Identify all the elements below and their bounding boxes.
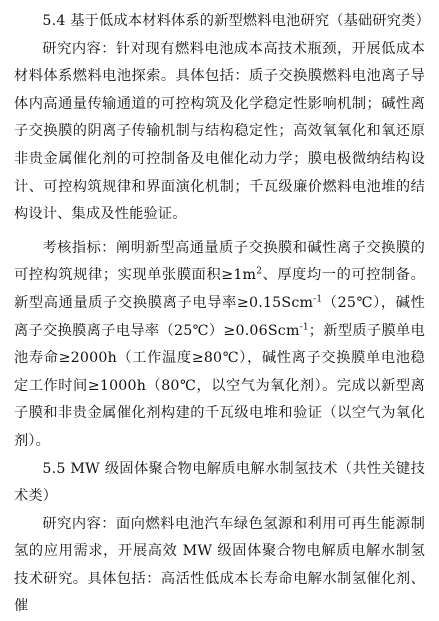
section-5-4-heading [14,8,430,36]
assessment-text-part-4: ；新型质子膜单电池寿命≥2000h（工作温度≥80℃），碱性离子交换膜单电池稳定工作时间≥1000h（80℃，以空气为氧化剂）。完成以新型离子膜和非贵金属催化剂构建的千瓦级电堆和验证（以空气为氧化剂）。 [14,322,425,449]
superscript-area-unit: 2 [256,266,263,277]
superscript-conductivity-unit-2: -1 [299,321,309,332]
assessment-label: 考核指标： [42,239,117,256]
assessment-text-part-2: 、厚度均一的可控制备。新型高通量质子交换膜离子电导率≥0.15Scm [14,267,425,311]
research-content-label: 研究内容： [42,40,117,57]
assessment-text-part-3: （25℃），碱性离子交换膜离子电导率（25℃）≥0.06Scm [14,294,425,339]
assessment-text-part-1: 阐明新型高通量质子交换膜和碱性离子交换膜的可控构筑规律；实现单张膜面积≥1m [14,239,425,284]
section-5-4-heading-text: 5.4 基于低成本材料体系的新型燃料电池研究（基础研究类） [42,13,430,29]
section-5-4-research-content [14,36,425,229]
research-content-text: 针对现有燃料电池成本高技术瓶颈，开展低成本材料体系燃料电池探索。具体包括：质子交换膜燃料电池离子导体内高通量传输通道的可控构筑及化学稳定性影响机制；碱性离子交换膜的阴离子传输机制与结构稳定性；高效氧氧化和氧还原非贵金属催化剂的可控制备及电催化动力学；膜电极微纳结构设计、可控构筑规律和界面演化机制；千瓦级廉价燃料电池堆的结构设计、集成及性能验证。 [14,40,425,223]
section-5-5-heading-text: 5.5 MW 级固体聚合物电解质电解水制氢技术（共性关键技术类） [14,460,425,505]
research-content-label: 研究内容： [42,515,117,532]
section-5-5-research-content [14,511,425,621]
superscript-conductivity-unit-1: -1 [313,294,323,305]
section-5-5-heading [14,456,425,511]
research-content-text: 面向燃料电池汽车绿色氢源和利用可再生能源制氢的应用需求，开展高效 MW 级固体聚合物电解质电解水制氢技术研究。具体包括：高活性低成本长寿命电解水制氢催化剂、催 [14,515,425,615]
section-5-4-assessment-targets [14,235,425,456]
